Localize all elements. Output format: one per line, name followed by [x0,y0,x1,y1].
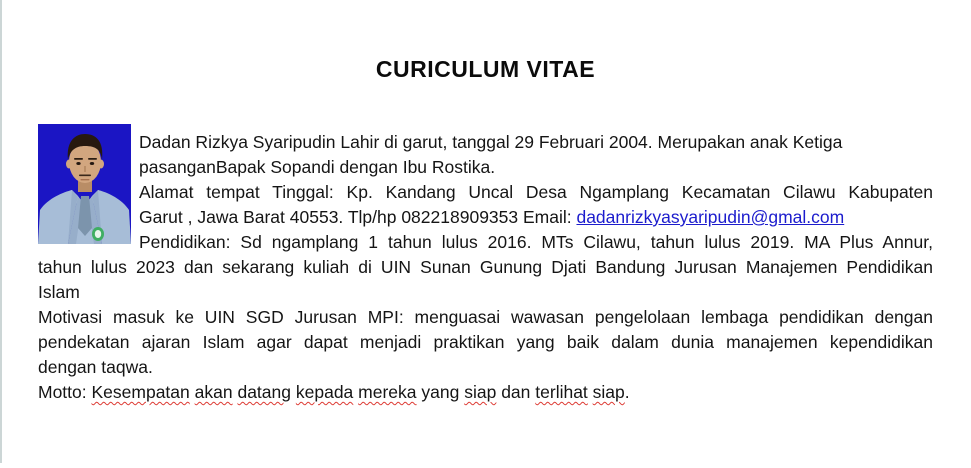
misspelled-word: siap [464,382,497,402]
text-segment: Dadan Rizkya Syaripudin Lahir di garut, tanggal 29 Februari 2004. Merupakan anak Ketiga [139,132,843,152]
text-segment: Motivasi masuk ke UIN SGD Jurusan MPI: menguasai wawasan pengelolaan lembaga pendidikan dengan [38,307,933,327]
misspelled-word: akan [194,382,233,402]
cv-text-line [38,355,933,380]
cv-text-line [139,130,933,155]
text-segment: dengan taqwa. [38,357,153,377]
cv-body-text [38,130,933,405]
text-segment: Islam [38,282,80,302]
cv-text-line [139,180,933,205]
text-segment: Motto: [38,382,92,402]
text-segment: pasanganBapak Sopandi dengan Ibu Rostika. [139,157,496,177]
text-segment: tahun lulus 2023 dan sekarang kuliah di UIN Sunan Gunung Djati Bandung Jurusan Manajemen Pendidikan [38,257,933,277]
text-segment: Garut , Jawa Barat 40553. Tlp/hp 082218909353 Email: [139,207,577,227]
text-segment: . [624,382,630,402]
text-segment: yang [416,382,465,402]
cv-text-line [38,330,933,355]
text-segment: Alamat tempat Tinggal: Kp. Kandang Uncal Desa Ngamplang Kecamatan Cilawu Kabupaten [139,182,933,202]
misspelled-word: terlihat [535,382,588,402]
misspelled-word: Kesempatan [91,382,190,402]
email-link[interactable]: dadanrizkyasyaripudin@gmal.com [576,207,845,227]
cv-text-line [38,305,933,330]
page-title: CURICULUM VITAE [375,56,596,82]
misspelled-word: siap [592,382,625,402]
misspelled-word: datang [237,382,291,402]
text-segment: pendekatan ajaran Islam agar dapat menjadi praktikan yang baik dalam dunia manajemen kependidikan [38,332,933,352]
cv-text-line [38,380,933,405]
text-segment: dan [496,382,536,402]
cv-text-line [139,230,933,255]
text-segment: Pendidikan: Sd ngamplang 1 tahun lulus 2016. MTs Cilawu, tahun lulus 2019. MA Plus Annur, [139,232,933,252]
cv-text-line [139,205,933,230]
misspelled-word: mereka [358,382,417,402]
cv-text-line [38,280,933,305]
misspelled-word: kepada [295,382,354,402]
cv-text-line [38,255,933,280]
cv-text-line [139,155,933,180]
